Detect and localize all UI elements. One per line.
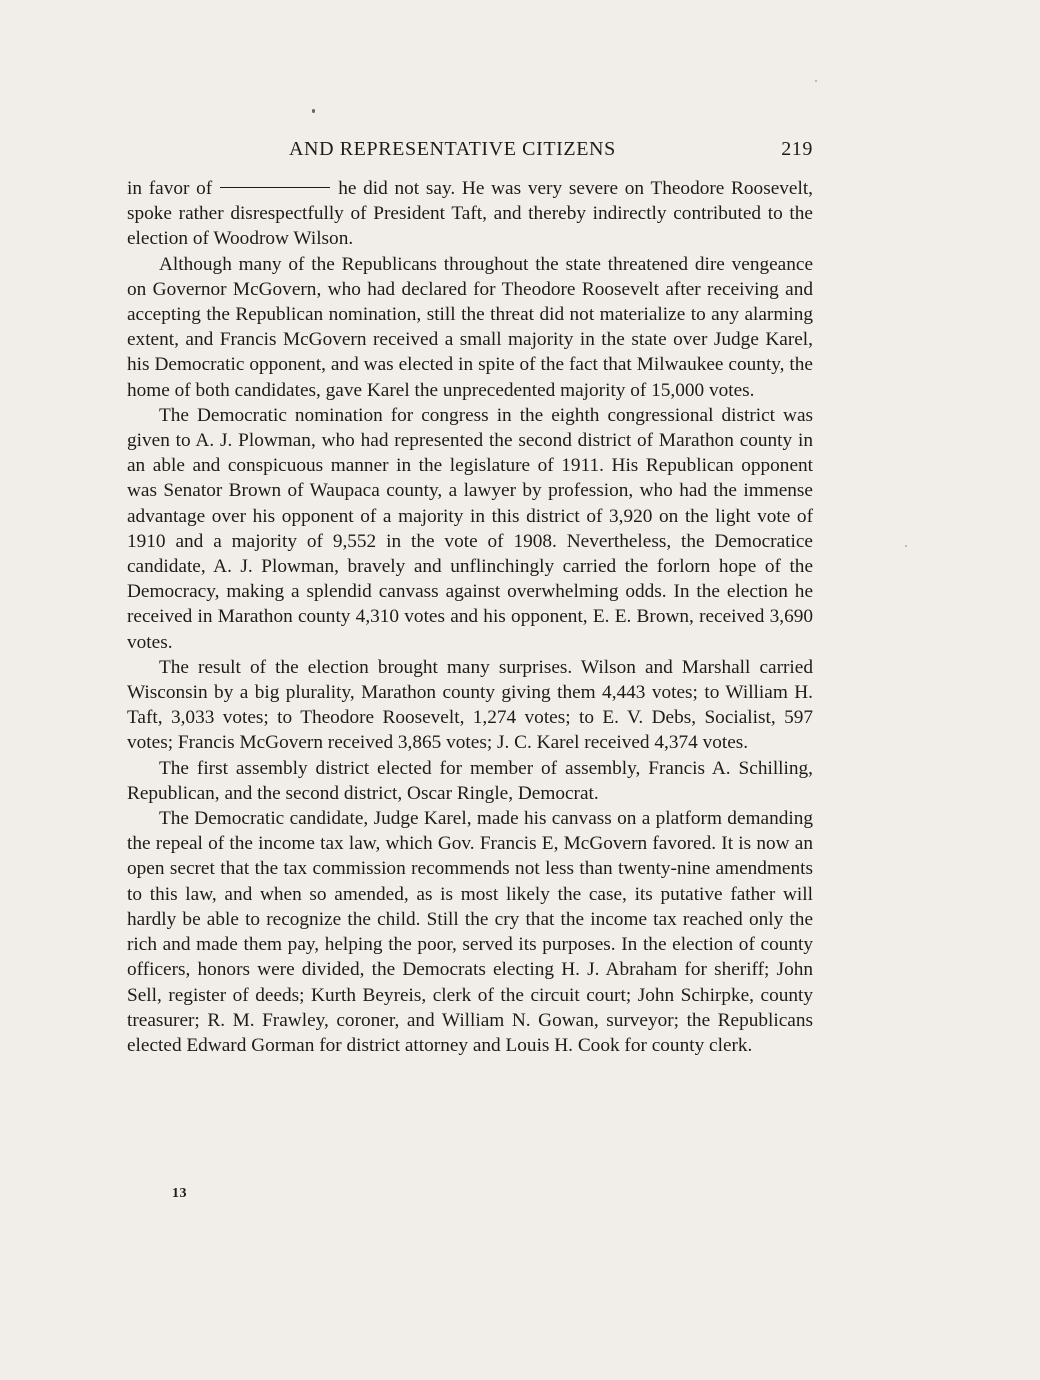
paragraph-2: Although many of the Republicans throughout the state threatened dire vengeance on Governor McGovern, who had declared for Theodore Roosevelt after receiving and accepting the Republican nomination, still the threat did not materialize to any alarming extent, and Francis McGovern received a small majority in the state over Judge Karel, his Democratic opponent, and was elected in spite of the fact that Milwaukee county, the home of both candidates, gave Karel the unprecedented majority of 15,000 votes. — [127, 253, 813, 401]
running-header — [127, 138, 813, 166]
paragraph-text: he did not say. He was very severe on Theodore Roosevelt, spoke rather disrespectfully of President Taft, and thereby indirectly contributed to the election of Woodrow Wilson. — [127, 178, 813, 250]
blank-rule — [220, 187, 330, 188]
ink-speck — [905, 545, 907, 547]
body-text — [127, 176, 813, 1058]
page-number: 219 — [781, 138, 813, 160]
paragraph-1 — [127, 176, 813, 252]
paragraph-5: The first assembly district elected for member of assembly, Francis A. Schilling, Republican, and the second district, Oscar Ringle, Democrat. — [127, 757, 813, 804]
ink-speck — [815, 80, 817, 82]
paragraph-3: The Democratic nomination for congress in the eighth congressional district was given to A. J. Plowman, who had represented the second district of Marathon county in an able and conspicuous manner in the legislature of 1911. His Republican opponent was Senator Brown of Waupaca county, a lawyer by profession, who had the immense advantage over his opponent of a majority in this district of 3,920 on the light vote of 1910 and a majority of 9,552 in the vote of 1908. Nevertheless, the Democratice candidate, A. J. Plowman, bravely and unflinchingly carried the forlorn hope of the Democracy, making a splendid canvass against overwhelming odds. In the election he received in Marathon county 4,310 votes and his opponent, E. E. Brown, received 3,690 votes. — [127, 404, 813, 653]
paragraph-lead: in favor of — [127, 178, 213, 199]
ink-speck — [312, 109, 315, 113]
signature-mark: 13 — [172, 1186, 187, 1201]
running-title: AND REPRESENTATIVE CITIZENS — [289, 138, 616, 160]
paragraph-6: The Democratic candidate, Judge Karel, made his canvass on a platform demanding the repeal of the income tax law, which Gov. Francis E, McGovern favored. It is now an open secret that the tax commission recommends not less than twenty-nine amendments to this law, and when so amended, as is most likely the case, its putative father will hardly be able to recognize the child. Still the cry that the income tax reached only the rich and made them pay, helping the poor, served its purposes. In the election of county officers, honors were divided, the Democrats electing H. J. Abraham for sheriff; John Sell, register of deeds; Kurth Beyreis, clerk of the circuit court; John Schirpke, county treasurer; R. M. Frawley, coroner, and William N. Gowan, surveyor; the Republicans elected Edward Gorman for district attorney and Louis H. Cook for county clerk. — [127, 808, 813, 1056]
paragraph-4: The result of the election brought many surprises. Wilson and Marshall carried Wisconsin by a big plurality, Marathon county giving them 4,443 votes; to William H. Taft, 3,033 votes; to Theodore Roosevelt, 1,274 votes; to E. V. Debs, Socialist, 597 votes; Francis McGovern received 3,865 votes; J. C. Karel received 4,374 votes. — [127, 656, 813, 754]
